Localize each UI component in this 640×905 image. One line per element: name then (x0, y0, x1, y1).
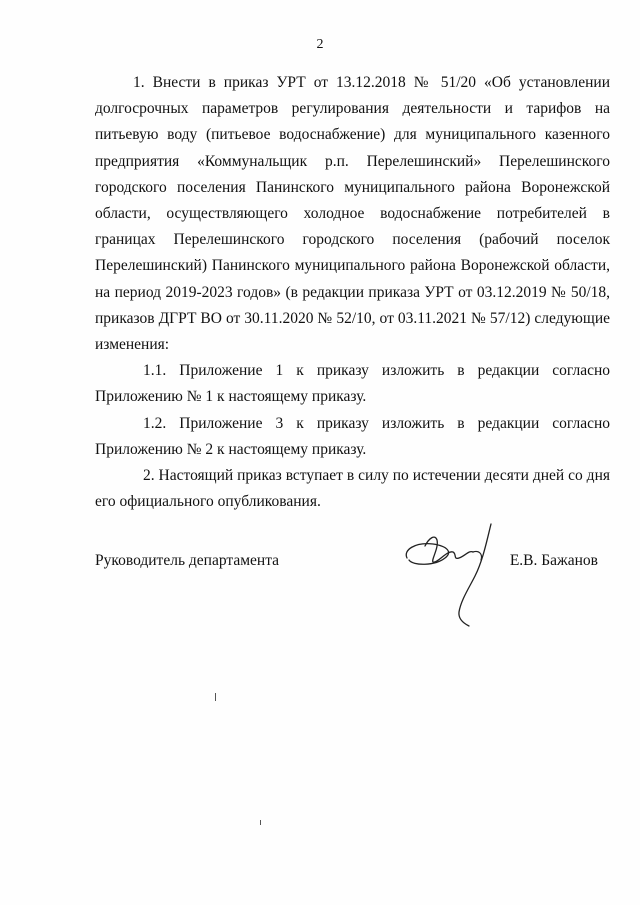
signatory-name: Е.В. Бажанов (509, 552, 598, 569)
signature-block (95, 550, 598, 640)
signatory-position: Руководитель департамента (95, 552, 280, 569)
handwritten-signature (395, 520, 515, 630)
paragraph-item-1-2: 1.2. Приложение 3 к приказу изложить в редакции согласно Приложению № 2 к настоящему приказу. (95, 414, 610, 458)
order-body (95, 70, 610, 515)
scan-speck (215, 693, 216, 701)
page-number: 2 (316, 37, 324, 52)
paragraph-item-1: 1. Внести в приказ УРТ от 13.12.2018 № 51/20 «Об установлении долгосрочных параметров регулирования деятельности и тарифов на питьевую воду (питьевое водоснабжение) для муниципального казенного предприятия «Коммунальщик р.п. Перелешинский» Перелешинского городского поселения Панинского муниципального района Воронежской области, осуществляющего холодное водоснабжение потребителей в границах Перелешинского городского поселения (рабочий поселок Перелешинский) Панинского муниципального района Воронежской области, на период 2019-2023 годов» (в редакции приказа УРТ от 03.12.2019 № 50/18, приказов ДГРТ ВО от 30.11.2020 № 52/10, от 03.11.2021 № 57/12) следующие изменения: (95, 74, 610, 354)
paragraph-item-1-1: 1.1. Приложение 1 к приказу изложить в редакции согласно Приложению № 1 к настоящему приказу. (95, 362, 610, 406)
scan-speck (260, 820, 261, 825)
paragraph-item-2: 2. Настоящий приказ вступает в силу по истечении десяти дней со дня его официального опубликования. (95, 467, 610, 511)
